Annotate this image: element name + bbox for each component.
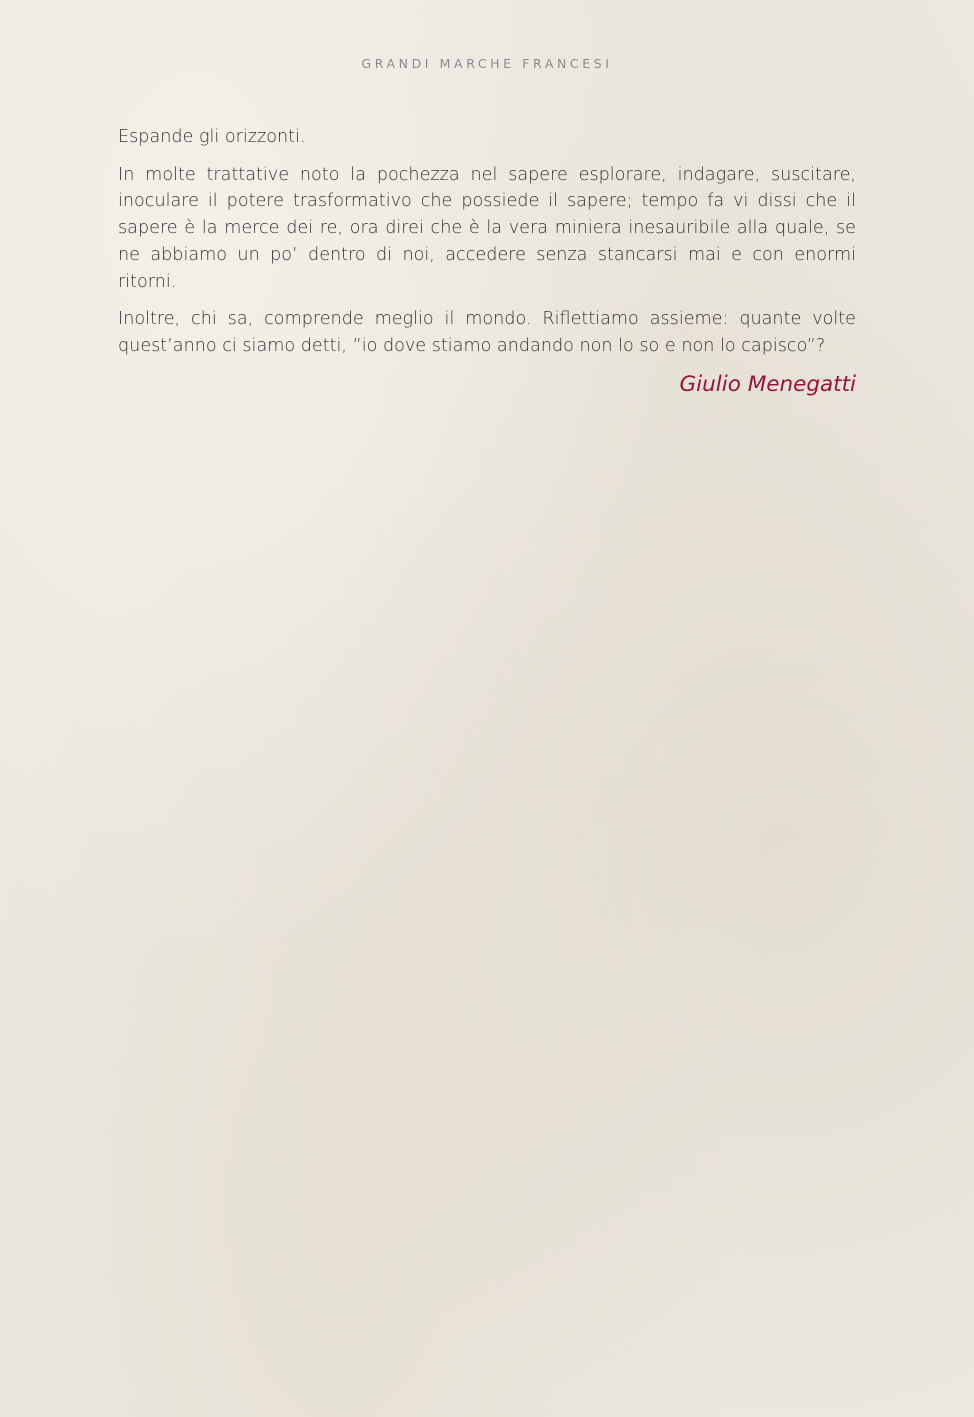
running-header: GRANDI MARCHE FRANCESI <box>361 56 613 71</box>
paragraph-knowledge: In molte trattative noto la pochezza nel sapere esplorare, indagare, suscitare, inoculare il potere trasformativo che possiede il sapere; tempo fa vi dissi che il sapere è la merce dei re, ora direi che è la vera miniera inesauribile alla quale, se ne abbiamo un po’ dentro di noi, accedere senza stancarsi mai e con enormi ritorni. <box>118 164 856 292</box>
author-signature: Giulio Menegatti <box>679 371 856 397</box>
page-body <box>118 124 856 397</box>
paragraph-understanding: Inoltre, chi sa, comprende meglio il mondo. Riflettiamo assieme: quante volte quest’anno ci siamo detti, ”io dove stiamo andando non lo so e non lo capisco”? <box>118 309 856 356</box>
paragraph-intro: Espande gli orizzonti. <box>118 127 306 147</box>
